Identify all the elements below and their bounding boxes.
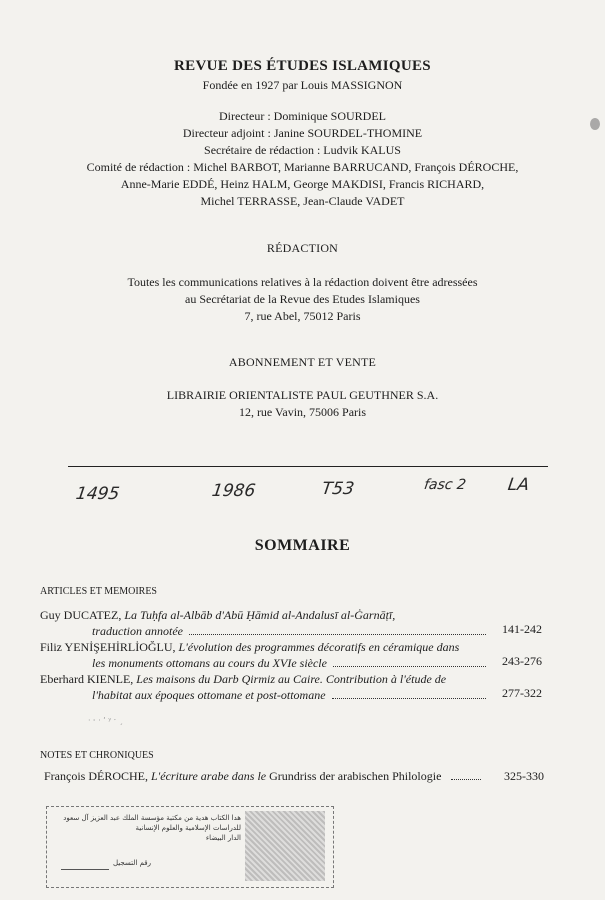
redaction-line-1: Toutes les communications relatives à la rédaction doivent être adressées bbox=[127, 275, 478, 289]
toc-entry bbox=[40, 607, 542, 639]
entry-pages: 277-322 bbox=[502, 686, 542, 700]
stamp-registration-label: رقم التسجيل bbox=[113, 859, 151, 867]
entry-pages: 243-276 bbox=[502, 654, 542, 668]
deputy-director-line: Directeur adjoint : Janine SOURDEL-THOMINE bbox=[182, 126, 423, 140]
entry-title: Les maisons du Darb Qirmiz au Caire. Contribution à l'étude de bbox=[136, 672, 447, 686]
redaction-line-2: au Secrétariat de la Revue des Etudes Islamiques bbox=[185, 292, 420, 306]
director-line: Directeur : Dominique SOURDEL bbox=[219, 109, 386, 123]
entry-title: L'évolution des programmes décoratifs en céramique dans bbox=[178, 640, 460, 654]
toc-entry bbox=[40, 671, 542, 703]
horizontal-rule bbox=[68, 466, 548, 467]
stamp-line-3: الدار البيضاء bbox=[205, 834, 241, 842]
publisher-address: 12, rue Vavin, 75006 Paris bbox=[238, 405, 367, 419]
handwritten-number: 1495 bbox=[74, 484, 121, 504]
redaction-address: 7, rue Abel, 75012 Paris bbox=[244, 309, 361, 323]
stamp-seal bbox=[245, 811, 325, 881]
committee-line-3: Michel TERRASSE, Jean-Claude VADET bbox=[200, 194, 405, 208]
entry-title: La Tuḥfa al-Albāb d'Abū Ḥāmid al-Andalusī al-Ġarnāṭī, bbox=[124, 608, 396, 622]
entry-title-continued: traduction annotée bbox=[92, 624, 183, 638]
pencil-marks: · ˒ · ʼ ʸ ˑ ˏ bbox=[88, 716, 124, 725]
entry-author: Filiz YENİŞEHİRLİOĞLU, bbox=[40, 640, 176, 654]
redaction-heading: RÉDACTION bbox=[266, 241, 339, 255]
stamp-line-1: هدا الكتاب هدية من مكتبة مؤسسة الملك عبد العزيز آل سعود bbox=[63, 814, 241, 822]
binding-hole bbox=[590, 118, 600, 130]
secretary-line: Secrétaire de rédaction : Ludvik KALUS bbox=[204, 143, 401, 157]
entry-title-continued: l'habitat aux époques ottomane et post-ottomane bbox=[92, 688, 326, 702]
toc-entry bbox=[44, 768, 544, 784]
entry-pages: 325-330 bbox=[504, 769, 544, 783]
stamp-registration-line bbox=[61, 869, 109, 870]
handwritten-year: 1986 bbox=[210, 481, 257, 501]
contents-heading: SOMMAIRE bbox=[254, 537, 351, 554]
journal-founded: Fondée en 1927 par Louis MASSIGNON bbox=[202, 78, 403, 92]
stamp-line-2: للدراسات الإسلامية والعلوم الإنسانية bbox=[135, 824, 241, 832]
library-stamp bbox=[46, 806, 334, 888]
articles-section-heading: ARTICLES ET MEMOIRES bbox=[40, 586, 157, 597]
journal-title: REVUE DES ÉTUDES ISLAMIQUES bbox=[174, 58, 431, 74]
committee-line-2: Anne-Marie EDDÉ, Heinz HALM, George MAKDISI, Francis RICHARD, bbox=[120, 177, 485, 191]
subscription-text bbox=[40, 387, 565, 421]
entry-author: François DÉROCHE, bbox=[44, 769, 148, 783]
handwritten-initials: LA bbox=[506, 475, 531, 495]
editorial-staff bbox=[40, 108, 565, 210]
toc-entry bbox=[40, 639, 542, 671]
publisher-name: LIBRAIRIE ORIENTALISTE PAUL GEUTHNER S.A. bbox=[166, 388, 439, 402]
notes-section-heading: NOTES ET CHRONIQUES bbox=[40, 750, 154, 761]
entry-author: Eberhard KIENLE, bbox=[40, 672, 134, 686]
leader-dots bbox=[332, 698, 486, 699]
leader-dots bbox=[451, 779, 481, 780]
stamp-text bbox=[55, 813, 241, 843]
handwritten-fascicle: fasc 2 bbox=[422, 477, 467, 493]
subscription-heading: ABONNEMENT ET VENTE bbox=[228, 355, 377, 369]
entry-author: Guy DUCATEZ, bbox=[40, 608, 122, 622]
entry-pages: 141-242 bbox=[502, 622, 542, 636]
entry-title-continued: les monuments ottomans au cours du XVIe siècle bbox=[92, 656, 327, 670]
leader-dots bbox=[333, 666, 486, 667]
entry-title-work: Grundriss der arabischen Philologie bbox=[269, 769, 442, 783]
redaction-text bbox=[40, 274, 565, 325]
entry-title: L'écriture arabe dans le bbox=[151, 769, 267, 783]
handwritten-volume: T53 bbox=[320, 479, 356, 499]
leader-dots bbox=[189, 634, 486, 635]
committee-line-1: Comité de rédaction : Michel BARBOT, Marianne BARRUCAND, François DÉROCHE, bbox=[86, 160, 519, 174]
